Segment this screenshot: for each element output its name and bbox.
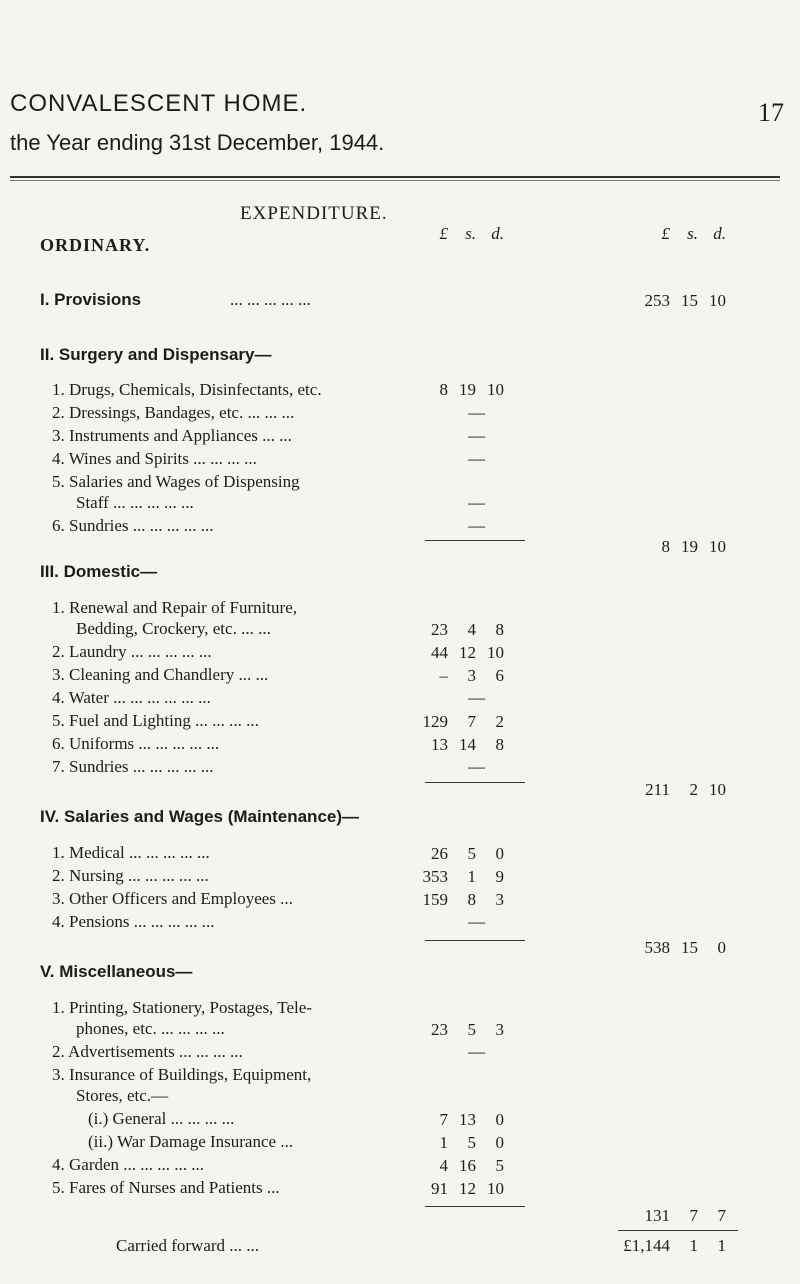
- table-title: EXPENDITURE.: [240, 203, 388, 224]
- list-item: 1. Renewal and Repair of Furniture,: [52, 598, 298, 617]
- list-item-cont: phones, etc. ... ... ... ...: [76, 1019, 225, 1038]
- page-subtitle: the Year ending 31st December, 1944.: [10, 130, 385, 155]
- list-item: 5. Fuel and Lighting ... ... ... ...: [52, 711, 259, 730]
- provisions-total: 253 15 10: [644, 291, 726, 310]
- amount: 8 19 10: [439, 380, 504, 399]
- subtotal-rule: [425, 940, 525, 941]
- list-item: 2. Advertisements ... ... ... ...: [52, 1042, 243, 1061]
- list-item: 3. Instruments and Appliances ... ...: [52, 426, 292, 445]
- list-item: 6. Uniforms ... ... ... ... ...: [52, 734, 220, 753]
- list-item: (ii.) War Damage Insurance ...: [88, 1132, 294, 1151]
- section-misc: V. Miscellaneous—: [40, 962, 193, 981]
- section-surgery: II. Surgery and Dispensary—: [40, 345, 272, 364]
- amount: 353 1 9: [422, 867, 504, 886]
- section-domestic: III. Domestic—: [40, 562, 158, 581]
- list-item: 2. Nursing ... ... ... ... ...: [52, 866, 209, 885]
- grand-total-rule: [618, 1230, 738, 1231]
- dash-amount: —: [468, 757, 485, 776]
- subtotal-rule: [425, 1206, 525, 1207]
- amount: 1 5 0: [439, 1133, 504, 1152]
- list-item: 7. Sundries ... ... ... ... ...: [52, 757, 214, 776]
- amount: 4 16 5: [439, 1156, 504, 1175]
- misc-total: 131 7 7: [644, 1206, 726, 1225]
- list-item: 2. Laundry ... ... ... ... ...: [52, 642, 212, 661]
- list-item: 1. Printing, Stationery, Postages, Tele-: [52, 998, 312, 1017]
- amount: 129 7 2: [422, 712, 504, 731]
- header-rule: [10, 176, 780, 178]
- amount: 44 12 10: [431, 643, 504, 662]
- col2-header: £ s. d.: [661, 224, 726, 243]
- amount: 26 5 0: [431, 844, 504, 863]
- list-item: 3. Insurance of Buildings, Equipment,: [52, 1065, 312, 1084]
- list-item: 2. Dressings, Bandages, etc. ... ... ...: [52, 403, 295, 422]
- list-item: 4. Wines and Spirits ... ... ... ...: [52, 449, 257, 468]
- dash-amount: —: [468, 426, 485, 445]
- dash-amount: —: [468, 1042, 485, 1061]
- subtotal-rule: [425, 782, 525, 783]
- list-item-cont: Staff ... ... ... ... ...: [76, 493, 194, 512]
- dash-amount: —: [468, 403, 485, 422]
- col1-header: £ s. d.: [439, 224, 504, 243]
- amount: 23 4 8: [431, 620, 504, 639]
- surgery-total: 8 19 10: [661, 537, 726, 556]
- amount: 23 5 3: [431, 1020, 504, 1039]
- category-label: ORDINARY.: [40, 235, 151, 255]
- dash-amount: —: [468, 493, 485, 512]
- section-provisions: I. Provisions: [40, 290, 142, 309]
- carried-forward-label: Carried forward ... ...: [116, 1236, 260, 1255]
- amount: 7 13 0: [439, 1110, 504, 1129]
- list-item: 3. Other Officers and Employees ...: [52, 889, 293, 908]
- list-item: 1. Drugs, Chemicals, Disinfectants, etc.: [52, 380, 322, 399]
- list-item: 4. Garden ... ... ... ... ...: [52, 1155, 205, 1174]
- amount: 91 12 10: [431, 1179, 504, 1198]
- salaries-total: 538 15 0: [644, 938, 726, 957]
- list-item-cont: Bedding, Crockery, etc. ... ...: [76, 619, 271, 638]
- dash-amount: —: [468, 912, 485, 931]
- list-item: 4. Water ... ... ... ... ... ...: [52, 688, 211, 707]
- header-rule-thin: [10, 180, 780, 181]
- list-item: 1. Medical ... ... ... ... ...: [52, 843, 210, 862]
- list-item: 3. Cleaning and Chandlery ... ...: [52, 665, 269, 684]
- page-number: 17: [758, 98, 784, 127]
- list-item: 4. Pensions ... ... ... ... ...: [52, 912, 215, 931]
- dash-amount: —: [468, 449, 485, 468]
- list-item: 5. Salaries and Wages of Dispensing: [52, 472, 300, 491]
- amount: – 3 6: [439, 666, 504, 685]
- subtotal-rule: [425, 540, 525, 541]
- domestic-total: 211 2 10: [645, 780, 726, 799]
- section-salaries: IV. Salaries and Wages (Maintenance)—: [40, 807, 360, 826]
- amount: 159 8 3: [422, 890, 504, 909]
- list-item: 5. Fares of Nurses and Patients ...: [52, 1178, 280, 1197]
- amount: 13 14 8: [431, 735, 504, 754]
- carried-forward-total: £1,144 1 1: [623, 1236, 726, 1255]
- leader-dots: ... ... ... ... ...: [230, 290, 311, 309]
- page-title: CONVALESCENT HOME.: [10, 90, 308, 117]
- list-item: 6. Sundries ... ... ... ... ...: [52, 516, 214, 535]
- dash-amount: —: [468, 688, 485, 707]
- list-item: (i.) General ... ... ... ...: [88, 1109, 235, 1128]
- dash-amount: —: [468, 516, 485, 535]
- list-item-cont: Stores, etc.—: [76, 1086, 169, 1105]
